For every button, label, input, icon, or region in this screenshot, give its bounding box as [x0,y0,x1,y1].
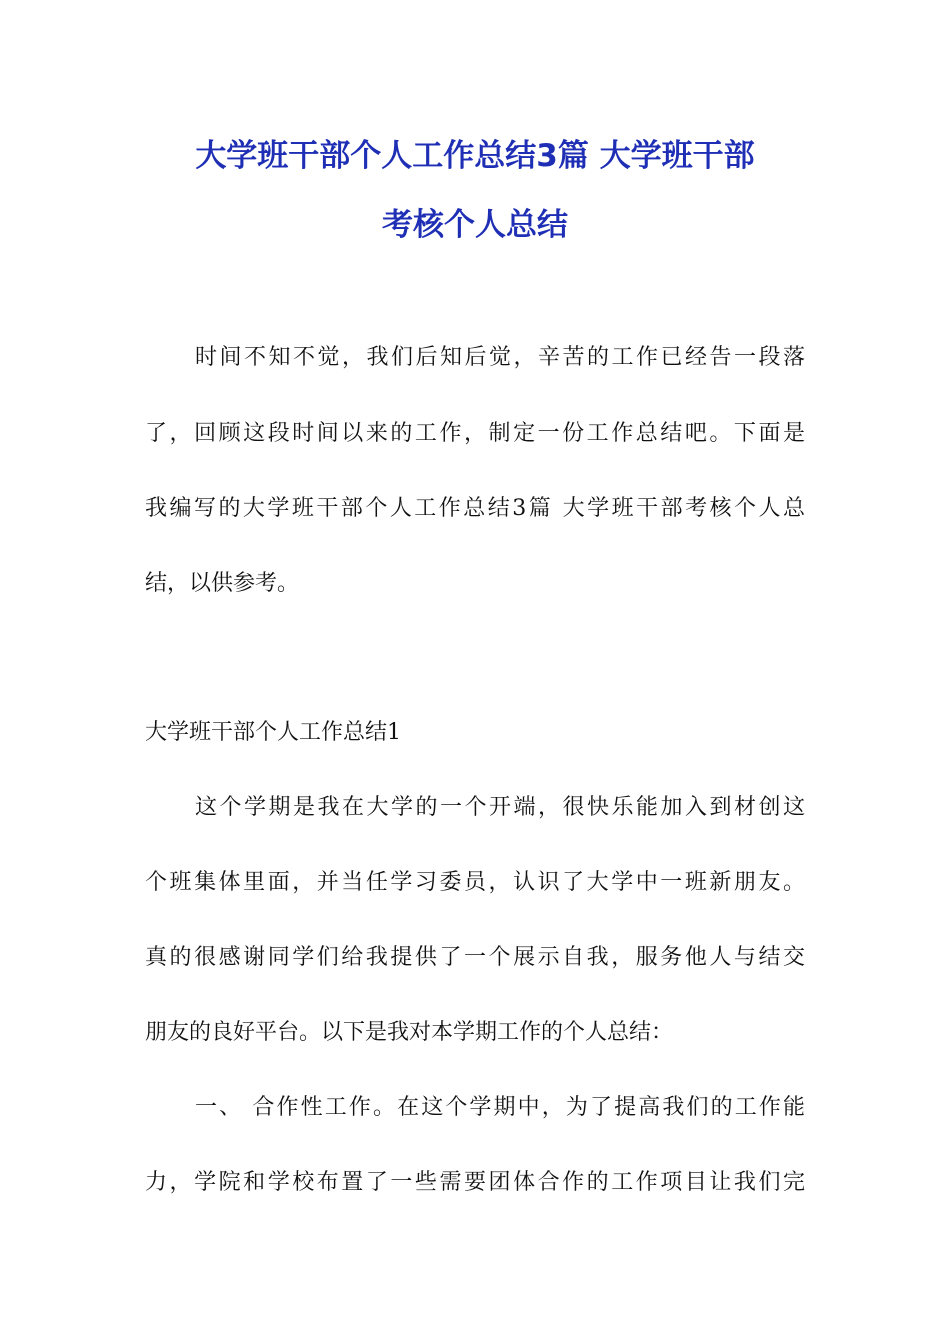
para2-line-1: 一、 合作性工作。在这个学期中，为了提高我们的工作能 [195,1095,805,1120]
para2-line-2: 力，学院和学校布置了一些需要团体合作的工作项目让我们完 [145,1170,805,1195]
para1-line-3: 真的很感谢同学们给我提供了一个展示自我，服务他人与结交 [145,945,805,970]
intro-line-2: 了，回顾这段时间以来的工作，制定一份工作总结吧。下面是 [145,421,805,446]
document-title-line-1: 大学班干部个人工作总结3篇 大学班干部 [195,138,755,174]
intro-line-1: 时间不知不觉，我们后知后觉，辛苦的工作已经告一段落 [195,345,805,370]
intro-line-4: 结，以供参考。 [145,571,300,596]
intro-line-3: 我编写的大学班干部个人工作总结3篇 大学班干部考核个人总 [145,496,805,521]
document-title-line-2: 考核个人总结 [382,207,568,243]
para1-line-4: 朋友的良好平台。以下是我对本学期工作的个人总结： [145,1020,674,1045]
section-heading: 大学班干部个人工作总结1 [145,720,401,745]
para1-line-1: 这个学期是我在大学的一个开端，很快乐能加入到材创这 [195,795,805,820]
para1-line-2: 个班集体里面，并当任学习委员，认识了大学中一班新朋友。 [145,870,805,895]
